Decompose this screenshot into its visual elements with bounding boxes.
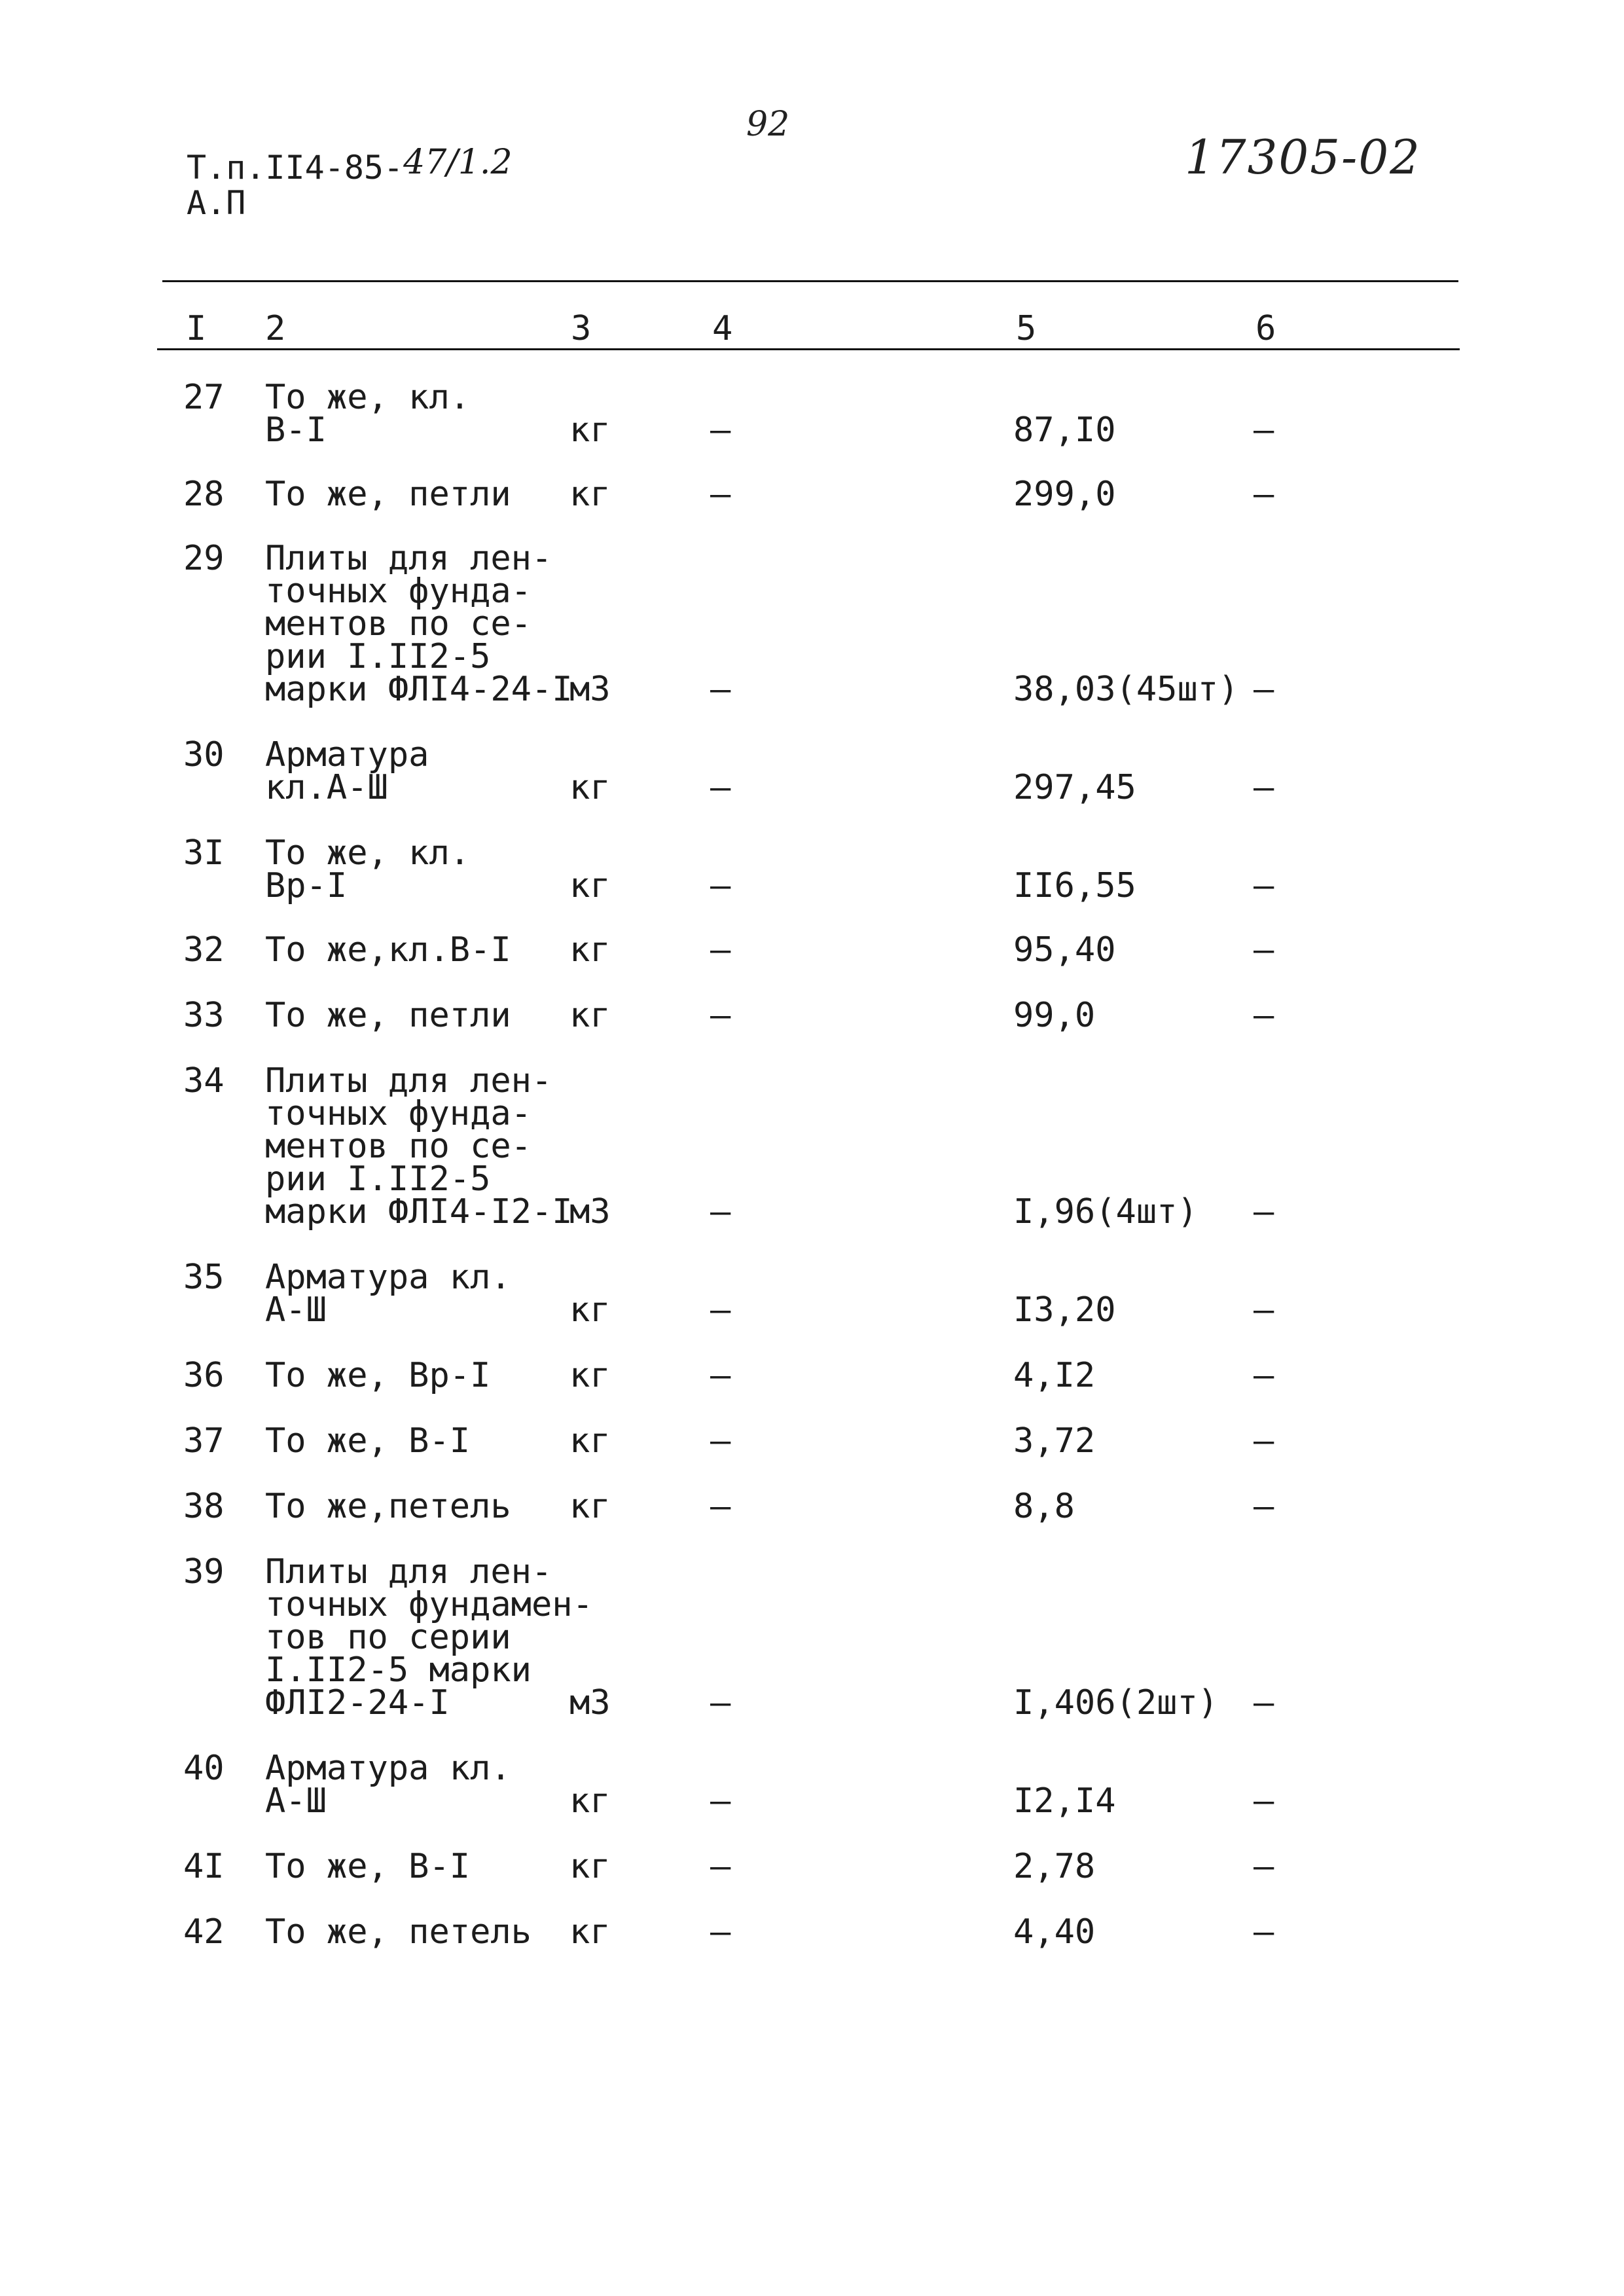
item-name-line: То же, петли (265, 475, 511, 514)
quantity-cell: I3,20 (1013, 1290, 1116, 1330)
item-name-line: В-I (265, 410, 327, 450)
item-name (265, 1749, 511, 1821)
column-4-cell: – (710, 1487, 731, 1526)
column-4-cell: – (710, 930, 731, 970)
row-number: 4I (183, 1847, 225, 1886)
unit-cell: кг (569, 996, 611, 1035)
column-4-cell: – (710, 1781, 731, 1821)
item-name (265, 1847, 471, 1886)
item-name-line: точных фунда- (265, 572, 532, 611)
quantity-cell: 297,45 (1013, 768, 1136, 807)
row-number: 39 (183, 1552, 225, 1592)
unit-cell: кг (569, 768, 611, 807)
column-4-cell: – (710, 670, 731, 709)
column-4-cell: – (710, 866, 731, 905)
unit-cell: кг (569, 475, 611, 514)
quantity-cell: 2,78 (1013, 1847, 1096, 1886)
unit-cell: кг (569, 1290, 611, 1330)
item-name-line: Плиты для лен- (265, 1552, 552, 1592)
column-6-cell: – (1254, 1421, 1274, 1461)
column-6-cell: – (1254, 1847, 1274, 1886)
item-name-line: Плиты для лен- (265, 539, 552, 578)
row-number: 42 (183, 1912, 225, 1952)
table-top-rule (162, 280, 1458, 282)
column-6-cell: – (1254, 1912, 1274, 1952)
item-name-line: кл.А-Ш (265, 768, 388, 807)
item-name (265, 1356, 491, 1395)
column-4-cell: – (710, 768, 731, 807)
unit-cell: м3 (569, 1192, 611, 1231)
row-number: 35 (183, 1258, 225, 1297)
quantity-cell: I2,I4 (1013, 1781, 1116, 1821)
item-name-line: Арматура кл. (265, 1749, 511, 1788)
column-6-cell: – (1254, 475, 1274, 514)
column-6-cell: – (1254, 1683, 1274, 1722)
column-4-cell: – (710, 475, 731, 514)
column-6-cell: – (1254, 410, 1274, 450)
page-number: 92 (746, 105, 790, 144)
item-name-line: ФЛI2-24-I (265, 1683, 450, 1722)
row-number: 40 (183, 1749, 225, 1788)
item-name-line: То же, Вр-I (265, 1356, 491, 1395)
row-number: 32 (183, 930, 225, 970)
column-6-cell: – (1254, 1356, 1274, 1395)
item-name-line: рии I.II2-5 (265, 1159, 491, 1199)
column-6-cell: – (1254, 670, 1274, 709)
column-6-cell: – (1254, 866, 1274, 905)
quantity-cell: I,406(2шт) (1013, 1683, 1219, 1722)
item-name-line: Арматура (265, 735, 429, 774)
column-6-cell: – (1254, 1290, 1274, 1330)
column-4-cell: – (710, 1912, 731, 1952)
item-name (265, 1421, 471, 1461)
column-6-cell: – (1254, 768, 1274, 807)
quantity-cell: 299,0 (1013, 475, 1116, 514)
quantity-cell: 95,40 (1013, 930, 1116, 970)
item-name (265, 1061, 573, 1231)
column-header-2: 2 (265, 309, 286, 348)
unit-cell: кг (569, 930, 611, 970)
item-name-line: То же, кл. (265, 378, 471, 417)
row-number: 30 (183, 735, 225, 774)
item-name-line: ментов по се- (265, 604, 532, 644)
column-6-cell: – (1254, 1781, 1274, 1821)
quantity-cell: 4,I2 (1013, 1356, 1096, 1395)
row-number: 37 (183, 1421, 225, 1461)
unit-cell: кг (569, 1781, 611, 1821)
column-4-cell: – (710, 1847, 731, 1886)
document-code (187, 143, 513, 187)
item-name-line: ментов по се- (265, 1127, 532, 1166)
unit-cell: кг (569, 1912, 611, 1952)
item-name-line: Плиты для лен- (265, 1061, 552, 1101)
item-name-line: рии I.II2-5 (265, 637, 491, 676)
unit-cell: м3 (569, 1683, 611, 1722)
quantity-cell: II6,55 (1013, 866, 1136, 905)
item-name-line: То же, В-I (265, 1421, 471, 1461)
document-code-text: Т.п.II4-85- (187, 149, 404, 187)
item-name (265, 930, 511, 970)
item-name-line: тов по серии (265, 1618, 511, 1657)
unit-cell: м3 (569, 670, 611, 709)
item-name-line: Вр-I (265, 866, 348, 905)
item-name-line: То же, петель (265, 1912, 532, 1952)
column-6-cell: – (1254, 930, 1274, 970)
item-name-line: То же, петли (265, 996, 511, 1035)
item-name-line: А-Ш (265, 1290, 327, 1330)
item-name (265, 1552, 593, 1722)
item-name-line: То же,кл.В-I (265, 930, 511, 970)
quantity-cell: 87,I0 (1013, 410, 1116, 450)
row-number: 33 (183, 996, 225, 1035)
column-6-cell: – (1254, 996, 1274, 1035)
row-number: 3I (183, 833, 225, 873)
item-name-line: То же, В-I (265, 1847, 471, 1886)
item-name (265, 1487, 511, 1526)
row-number: 38 (183, 1487, 225, 1526)
row-number: 34 (183, 1061, 225, 1101)
document-code-handwritten-suffix: 47/1.2 (403, 143, 513, 182)
item-name-line: точных фундамен- (265, 1585, 593, 1624)
item-name (265, 996, 511, 1035)
quantity-cell: 8,8 (1013, 1487, 1075, 1526)
quantity-cell: 3,72 (1013, 1421, 1096, 1461)
column-4-cell: – (710, 1290, 731, 1330)
item-name-line: марки ФЛI4-I2-I (265, 1192, 573, 1231)
column-4-cell: – (710, 1683, 731, 1722)
unit-cell: кг (569, 1421, 611, 1461)
row-number: 36 (183, 1356, 225, 1395)
column-4-cell: – (710, 996, 731, 1035)
item-name (265, 735, 429, 807)
unit-cell: кг (569, 1356, 611, 1395)
column-4-cell: – (710, 1356, 731, 1395)
row-number: 29 (183, 539, 225, 578)
quantity-cell: 99,0 (1013, 996, 1096, 1035)
item-name-line: Арматура кл. (265, 1258, 511, 1297)
item-name (265, 1258, 511, 1330)
album-code: А.П (187, 184, 246, 222)
column-header-3: 3 (571, 309, 592, 348)
item-name-line: А-Ш (265, 1781, 327, 1821)
table-header-rule (157, 348, 1460, 350)
item-name (265, 539, 573, 709)
item-name (265, 1912, 532, 1952)
column-header-4: 4 (712, 309, 733, 348)
unit-cell: кг (569, 410, 611, 450)
column-4-cell: – (710, 1192, 731, 1231)
row-number: 27 (183, 378, 225, 417)
column-4-cell: – (710, 1421, 731, 1461)
item-name (265, 475, 511, 514)
row-number: 28 (183, 475, 225, 514)
item-name-line: I.II2-5 марки (265, 1650, 532, 1690)
column-header-6: 6 (1255, 309, 1276, 348)
unit-cell: кг (569, 1847, 611, 1886)
column-4-cell: – (710, 410, 731, 450)
quantity-cell: 4,40 (1013, 1912, 1096, 1952)
item-name (265, 833, 471, 905)
column-6-cell: – (1254, 1192, 1274, 1231)
document-number: 17305-02 (1185, 130, 1421, 185)
column-header-1: I (186, 309, 207, 348)
unit-cell: кг (569, 866, 611, 905)
column-6-cell: – (1254, 1487, 1274, 1526)
item-name (265, 378, 471, 450)
item-name-line: марки ФЛI4-24-I (265, 670, 573, 709)
unit-cell: кг (569, 1487, 611, 1526)
item-name-line: То же, кл. (265, 833, 471, 873)
quantity-cell: I,96(4шт) (1013, 1192, 1198, 1231)
quantity-cell: 38,03(45шт) (1013, 670, 1239, 709)
item-name-line: То же,петель (265, 1487, 511, 1526)
column-header-5: 5 (1016, 309, 1037, 348)
item-name-line: точных фунда- (265, 1094, 532, 1133)
